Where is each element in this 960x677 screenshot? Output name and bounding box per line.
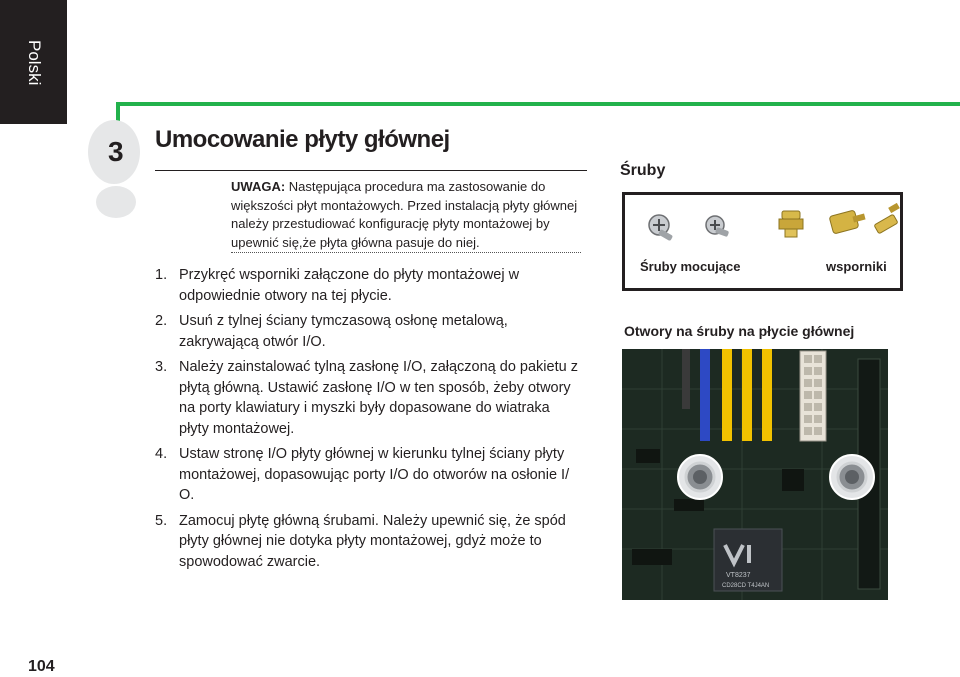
list-item-number: 5. <box>155 512 168 529</box>
page-number: 104 <box>28 658 55 675</box>
note-block <box>231 178 581 252</box>
footprint-icon <box>84 118 142 220</box>
list-item-number: 3. <box>155 359 168 375</box>
list-item-text: Zamocuj płytę główną śrubami. Należy upewnić się, że spód płyty głównej nie dotyka płyty montażowej, gdyż może to spowodować zwarcie. <box>179 512 566 570</box>
list-item-text: Przykręć wsporniki załączone do płyty montażowej w odpowiednie otwory na tej płycie. <box>179 267 520 304</box>
standoff-icon <box>829 210 865 234</box>
power-connector <box>800 351 826 441</box>
page-title: Umocowanie płyty głównej <box>155 126 450 153</box>
list-item <box>155 511 580 573</box>
mounting-screw-icon <box>649 215 673 241</box>
title-underline <box>155 170 587 171</box>
list-item-text: Ustaw stronę I/O płyty głównej w kierunku tylnej ściany płyty montażowej, dopasowując porty I/O do otworów na osłonie I/ O. <box>179 446 570 503</box>
screws-title: Śruby <box>620 162 666 179</box>
screw-holes-title: Otwory na śruby na płycie głównej <box>624 323 855 339</box>
screw-hole-icon <box>678 455 722 499</box>
standoff-icon <box>874 203 900 234</box>
list-item-text: Usuń z tylnej ściany tymczasową osłonę metalową, zakrywającą otwór I/O. <box>179 313 508 350</box>
standoff-icon <box>779 211 803 237</box>
note-text: Następująca procedura ma zastosowanie do większości płyt montażowych. Przed instalacją płyty głównej należy przestudiować konfigurację płyty montażowej by upewnić się,że płyta główna pasuje do niej. <box>231 179 578 250</box>
screws-drawing <box>625 195 906 294</box>
standoffs-label: wsporniki <box>826 259 887 274</box>
list-item <box>155 444 580 506</box>
list-item <box>155 357 580 439</box>
chip-model-text: VT8237 <box>726 572 751 579</box>
step-number: 3 <box>108 136 123 167</box>
chipset <box>714 529 782 591</box>
motherboard-photo <box>622 349 888 600</box>
list-item <box>155 265 580 306</box>
screw-hole-icon <box>830 455 874 499</box>
section-divider <box>116 102 960 106</box>
list-item-text: Należy zainstalować tylną zasłonę I/O, załączoną do pakietu z płytą główną. Ustawić zasłonę I/O w ten sposób, żeby otwory na porty klawiatury i myszki były dopasowane do wiatraka płyty montażowej. <box>179 359 578 437</box>
screws-illustration <box>622 192 903 291</box>
list-item <box>155 311 580 352</box>
instruction-list <box>155 265 580 577</box>
note-label: UWAGA: <box>231 179 286 194</box>
mounting-screw-icon <box>706 216 729 237</box>
list-item-number: 2. <box>155 313 168 329</box>
language-tab-label: Polski <box>25 40 44 86</box>
language-tab <box>0 0 67 124</box>
list-item-number: 1. <box>155 267 168 283</box>
list-item-number: 4. <box>155 446 168 462</box>
chip-code-text: CD28CD T4J4AN <box>722 583 770 589</box>
note-divider <box>231 252 581 253</box>
mounting-screws-label: Śruby mocujące <box>640 259 741 274</box>
